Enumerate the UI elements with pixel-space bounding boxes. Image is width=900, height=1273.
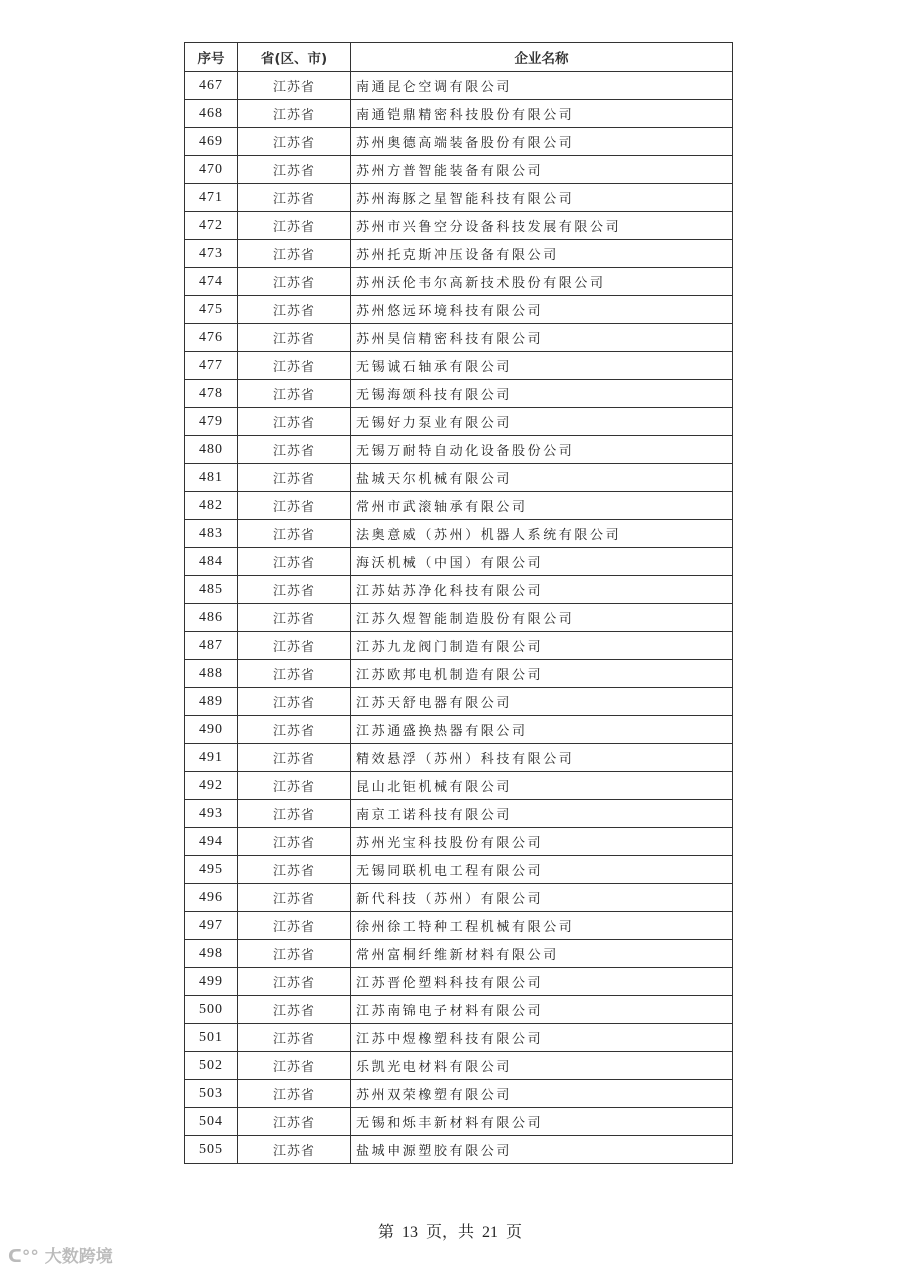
row-province: 江苏省 (238, 268, 351, 296)
table-row (185, 436, 733, 464)
row-index: 498 (185, 940, 238, 968)
row-province: 江苏省 (238, 660, 351, 688)
row-index: 503 (185, 1080, 238, 1108)
table-row (185, 940, 733, 968)
row-company-name: 无锡诚石轴承有限公司 (351, 352, 733, 380)
row-province: 江苏省 (238, 632, 351, 660)
table-row (185, 156, 733, 184)
row-company-name: 苏州海豚之星智能科技有限公司 (351, 184, 733, 212)
row-company-name: 南通铠鼎精密科技股份有限公司 (351, 100, 733, 128)
watermark-icon: ᑕ°° (8, 1247, 39, 1267)
row-province: 江苏省 (238, 1052, 351, 1080)
row-company-name: 无锡同联机电工程有限公司 (351, 856, 733, 884)
table-row (185, 632, 733, 660)
row-company-name: 海沃机械（中国）有限公司 (351, 548, 733, 576)
table-row (185, 128, 733, 156)
table-row (185, 744, 733, 772)
row-index: 497 (185, 912, 238, 940)
table-row (185, 492, 733, 520)
table-row (185, 72, 733, 100)
row-province: 江苏省 (238, 408, 351, 436)
row-province: 江苏省 (238, 352, 351, 380)
row-province: 江苏省 (238, 744, 351, 772)
row-province: 江苏省 (238, 436, 351, 464)
row-company-name: 江苏晋伦塑料科技有限公司 (351, 968, 733, 996)
row-company-name: 新代科技（苏州）有限公司 (351, 884, 733, 912)
row-province: 江苏省 (238, 800, 351, 828)
row-company-name: 江苏欧邦电机制造有限公司 (351, 660, 733, 688)
table-row (185, 240, 733, 268)
row-index: 494 (185, 828, 238, 856)
row-company-name: 盐城申源塑胶有限公司 (351, 1136, 733, 1164)
row-company-name: 江苏通盛换热器有限公司 (351, 716, 733, 744)
header-company-name: 企业名称 (351, 43, 733, 72)
row-company-name: 江苏南锦电子材料有限公司 (351, 996, 733, 1024)
row-index: 484 (185, 548, 238, 576)
table-row (185, 1136, 733, 1164)
row-company-name: 乐凯光电材料有限公司 (351, 1052, 733, 1080)
row-province: 江苏省 (238, 828, 351, 856)
table-row (185, 100, 733, 128)
row-province: 江苏省 (238, 716, 351, 744)
row-index: 486 (185, 604, 238, 632)
table-row (185, 884, 733, 912)
row-company-name: 常州富桐纤维新材料有限公司 (351, 940, 733, 968)
row-index: 487 (185, 632, 238, 660)
table-row (185, 464, 733, 492)
row-province: 江苏省 (238, 912, 351, 940)
row-company-name: 无锡海颂科技有限公司 (351, 380, 733, 408)
row-province: 江苏省 (238, 240, 351, 268)
row-province: 江苏省 (238, 212, 351, 240)
row-index: 476 (185, 324, 238, 352)
row-province: 江苏省 (238, 576, 351, 604)
row-province: 江苏省 (238, 772, 351, 800)
table-row (185, 828, 733, 856)
table-row (185, 800, 733, 828)
table-row (185, 520, 733, 548)
table-row (185, 1052, 733, 1080)
row-province: 江苏省 (238, 884, 351, 912)
row-index: 473 (185, 240, 238, 268)
enterprise-table (184, 42, 733, 1164)
row-index: 505 (185, 1136, 238, 1164)
row-company-name: 常州市武滚轴承有限公司 (351, 492, 733, 520)
row-index: 470 (185, 156, 238, 184)
row-index: 502 (185, 1052, 238, 1080)
row-company-name: 苏州托克斯冲压设备有限公司 (351, 240, 733, 268)
table-row (185, 772, 733, 800)
row-province: 江苏省 (238, 296, 351, 324)
row-company-name: 苏州沃伦韦尔高新技术股份有限公司 (351, 268, 733, 296)
table-row (185, 324, 733, 352)
row-company-name: 苏州方普智能装备有限公司 (351, 156, 733, 184)
row-company-name: 苏州市兴鲁空分设备科技发展有限公司 (351, 212, 733, 240)
row-province: 江苏省 (238, 856, 351, 884)
row-index: 469 (185, 128, 238, 156)
row-province: 江苏省 (238, 1108, 351, 1136)
table-row (185, 604, 733, 632)
row-index: 483 (185, 520, 238, 548)
table-row (185, 660, 733, 688)
row-company-name: 苏州双荣橡塑有限公司 (351, 1080, 733, 1108)
table-row (185, 212, 733, 240)
row-company-name: 南京工诺科技有限公司 (351, 800, 733, 828)
table-row (185, 716, 733, 744)
row-province: 江苏省 (238, 184, 351, 212)
row-province: 江苏省 (238, 380, 351, 408)
row-index: 478 (185, 380, 238, 408)
table-row (185, 968, 733, 996)
row-index: 501 (185, 1024, 238, 1052)
row-province: 江苏省 (238, 1080, 351, 1108)
table-row (185, 996, 733, 1024)
table-row (185, 1080, 733, 1108)
row-province: 江苏省 (238, 996, 351, 1024)
row-index: 492 (185, 772, 238, 800)
row-index: 471 (185, 184, 238, 212)
row-company-name: 江苏天舒电器有限公司 (351, 688, 733, 716)
table-row (185, 352, 733, 380)
row-province: 江苏省 (238, 464, 351, 492)
row-company-name: 徐州徐工特种工程机械有限公司 (351, 912, 733, 940)
row-province: 江苏省 (238, 940, 351, 968)
row-index: 479 (185, 408, 238, 436)
row-company-name: 无锡好力泵业有限公司 (351, 408, 733, 436)
row-index: 480 (185, 436, 238, 464)
row-province: 江苏省 (238, 604, 351, 632)
row-company-name: 苏州昊信精密科技有限公司 (351, 324, 733, 352)
table-row (185, 1024, 733, 1052)
row-index: 474 (185, 268, 238, 296)
row-province: 江苏省 (238, 520, 351, 548)
table-row (185, 548, 733, 576)
row-province: 江苏省 (238, 688, 351, 716)
row-province: 江苏省 (238, 72, 351, 100)
row-company-name: 江苏久煜智能制造股份有限公司 (351, 604, 733, 632)
row-index: 493 (185, 800, 238, 828)
row-province: 江苏省 (238, 968, 351, 996)
row-index: 468 (185, 100, 238, 128)
table-row (185, 408, 733, 436)
row-company-name: 江苏中煜橡塑科技有限公司 (351, 1024, 733, 1052)
row-index: 495 (185, 856, 238, 884)
row-index: 491 (185, 744, 238, 772)
row-company-name: 昆山北钜机械有限公司 (351, 772, 733, 800)
row-index: 477 (185, 352, 238, 380)
row-index: 472 (185, 212, 238, 240)
table-row (185, 576, 733, 604)
row-index: 481 (185, 464, 238, 492)
table-row (185, 1108, 733, 1136)
header-index: 序号 (185, 43, 238, 72)
row-province: 江苏省 (238, 324, 351, 352)
row-province: 江苏省 (238, 1136, 351, 1164)
row-company-name: 无锡和烁丰新材料有限公司 (351, 1108, 733, 1136)
row-index: 467 (185, 72, 238, 100)
row-company-name: 苏州奥德高端装备股份有限公司 (351, 128, 733, 156)
row-company-name: 江苏九龙阀门制造有限公司 (351, 632, 733, 660)
header-province: 省(区、市) (238, 43, 351, 72)
row-index: 499 (185, 968, 238, 996)
row-province: 江苏省 (238, 128, 351, 156)
row-province: 江苏省 (238, 492, 351, 520)
row-index: 504 (185, 1108, 238, 1136)
row-company-name: 无锡万耐特自动化设备股份公司 (351, 436, 733, 464)
row-index: 489 (185, 688, 238, 716)
table-row (185, 296, 733, 324)
row-index: 490 (185, 716, 238, 744)
page-number: 第 13 页，共 21 页 (377, 1224, 522, 1241)
row-province: 江苏省 (238, 156, 351, 184)
row-province: 江苏省 (238, 1024, 351, 1052)
table-row (185, 268, 733, 296)
row-index: 482 (185, 492, 238, 520)
row-company-name: 精效悬浮（苏州）科技有限公司 (351, 744, 733, 772)
table-row (185, 856, 733, 884)
table-row (185, 912, 733, 940)
row-index: 475 (185, 296, 238, 324)
watermark-text: 大数跨境 (44, 1247, 113, 1267)
table-row (185, 380, 733, 408)
row-company-name: 法奥意威（苏州）机器人系统有限公司 (351, 520, 733, 548)
row-index: 500 (185, 996, 238, 1024)
table-row (185, 688, 733, 716)
row-index: 485 (185, 576, 238, 604)
row-province: 江苏省 (238, 548, 351, 576)
row-company-name: 江苏姑苏净化科技有限公司 (351, 576, 733, 604)
row-company-name: 盐城天尔机械有限公司 (351, 464, 733, 492)
row-company-name: 南通昆仑空调有限公司 (351, 72, 733, 100)
table-row (185, 184, 733, 212)
row-index: 488 (185, 660, 238, 688)
watermark-logo (8, 1242, 113, 1267)
row-province: 江苏省 (238, 100, 351, 128)
row-index: 496 (185, 884, 238, 912)
table-header-row (185, 43, 733, 72)
row-company-name: 苏州光宝科技股份有限公司 (351, 828, 733, 856)
row-company-name: 苏州悠远环境科技有限公司 (351, 296, 733, 324)
